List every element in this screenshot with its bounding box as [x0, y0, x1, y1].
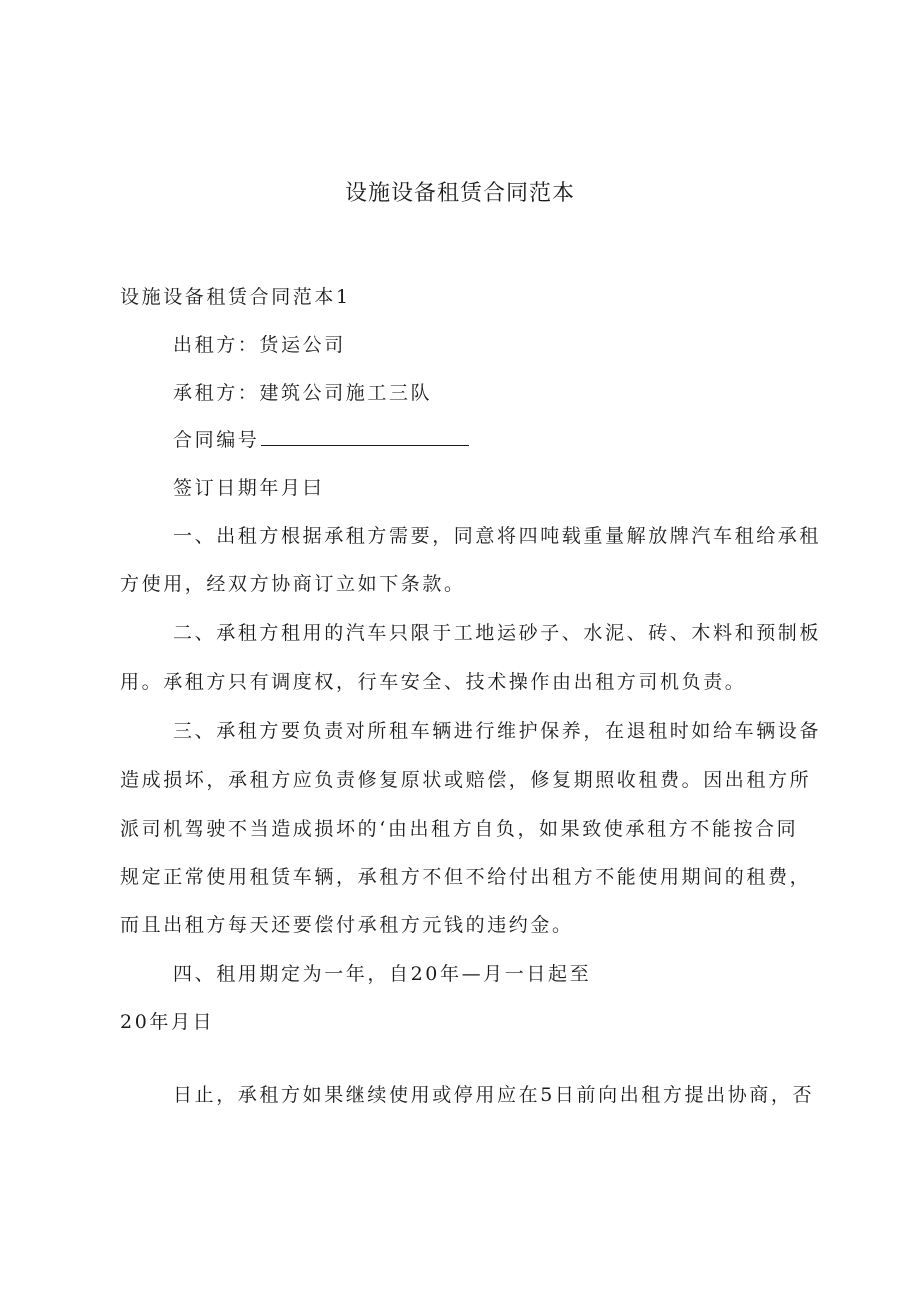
- lessee-line: 承租方：建筑公司施工三队: [173, 382, 433, 404]
- clause-1-line-1: 一、出租方根据承租方需要，同意将四吨载重量解放牌汽车租给承租: [173, 525, 822, 547]
- contract-number-blank: [261, 431, 469, 446]
- clause-2-line-2: 用。承租方只有调度权，行车安全、技术操作由出租方司机负责。: [120, 671, 747, 693]
- contract-number-line: [173, 425, 469, 452]
- clause-3-line-5: 而且出租方每天还要偿付承租方元钱的违约金。: [120, 914, 574, 936]
- sign-date-line: 签订日期年月曰: [173, 477, 325, 499]
- clause-3-line-4: 规定正常使用租赁车辆，承租方不但不给付出租方不能使用期间的租费，: [120, 866, 812, 888]
- clause-3-line-3: 派司机驾驶不当造成损坏的‘由出租方自负，如果致使承租方不能按合同: [120, 818, 799, 840]
- clause-1-line-2: 方使用，经双方协商订立如下条款。: [120, 573, 466, 595]
- clause-4-line-2: 20年月日: [120, 1011, 215, 1033]
- clause-2-line-1: 二、承租方租用的汽车只限于工地运砂子、水泥、砖、木料和预制板: [173, 622, 822, 644]
- lessor-line: 出租方：货运公司: [173, 334, 346, 356]
- clause-3-line-2: 造成损坏，承租方应负责修复原状或赔偿，修复期照收租费。因出租方所: [120, 769, 812, 791]
- subtitle: 设施设备租赁合同范本1: [120, 286, 351, 308]
- document-title: 设施设备租赁合同范本: [344, 181, 575, 206]
- contract-number-label: 合同编号: [173, 429, 260, 451]
- clause-4-line-3: 日止，承租方如果继续使用或停用应在5日前向出租方提出协商，否: [173, 1084, 815, 1106]
- clause-3-line-1: 三、承租方要负责对所租车辆进行维护保养，在退租时如给车辆设备: [173, 720, 822, 742]
- clause-4-line-1: 四、租用期定为一年，自20年—月一日起至: [173, 963, 592, 985]
